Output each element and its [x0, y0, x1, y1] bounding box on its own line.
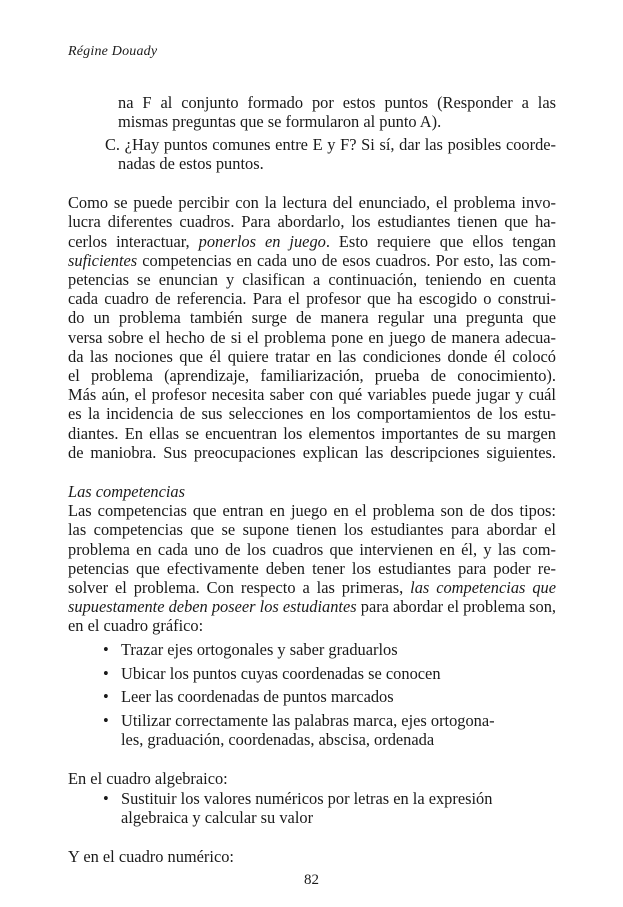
bullet-item: [103, 640, 556, 659]
text-line: petencias que efectivamente deben tener los estudiantes para poder re-: [68, 559, 556, 578]
italic-phrase: ponerlos en juego: [198, 232, 326, 251]
italic-phrase: las competencias que: [410, 578, 556, 597]
text-line: [68, 251, 556, 270]
text-run: cerlos interactuar,: [68, 232, 199, 251]
text-run: solver el problema. Con respecto a las primeras,: [68, 578, 411, 597]
text-line: lucra diferentes cuadros. Para abordarlo, los estudiantes tienen que ha-: [68, 212, 556, 231]
text-line: las competencias que se supone tienen los estudiantes para abordar el: [68, 520, 556, 539]
bullet-item: [103, 687, 556, 706]
text-line: Las competencias que entran en juego en el problema son de dos tipos:: [68, 501, 556, 520]
text-line: diantes. En ellas se encuentran los elementos importantes de su margen: [68, 424, 556, 443]
text-line: en el cuadro gráfico:: [68, 616, 204, 635]
running-header: Régine Douady: [68, 44, 158, 59]
bullet-text: Trazar ejes ortogonales y saber graduarlos: [121, 640, 398, 659]
bullet-item: [103, 711, 556, 730]
text-line: Como se puede percibir con la lectura del enunciado, el problema invo-: [68, 193, 556, 212]
text-line: C. ¿Hay puntos comunes entre E y F? Si sí, dar las posibles coorde-: [105, 135, 556, 154]
bullet-marker: •: [103, 640, 109, 659]
bullet-continuation: les, graduación, coordenadas, abscisa, ordenada: [121, 730, 435, 749]
text-line: de maniobra. Sus preocupaciones explican las descripciones siguientes.: [68, 443, 556, 462]
bullet-item: [103, 789, 556, 808]
bullet-text: Sustituir los valores numéricos por letras en la expresión: [121, 789, 493, 808]
section-heading: Las competencias: [68, 482, 185, 501]
text-line: do un problema también surge de manera regular una pregunta que: [68, 308, 556, 327]
text-line: da las nociones que él quiere tratar en las condiciones donde él colocó: [68, 347, 556, 366]
text-line: [68, 578, 556, 597]
text-line: nadas de estos puntos.: [118, 154, 264, 173]
text-run: competencias en cada uno de esos cuadros. Por esto, las com-: [137, 251, 556, 270]
bullet-text: Ubicar los puntos cuyas coordenadas se conocen: [121, 664, 441, 683]
text-line: es la incidencia de sus selecciones en los comportamientos de los estu-: [68, 404, 556, 423]
italic-word: suficientes: [68, 251, 138, 270]
text-line: cada cuadro de referencia. Para el profesor que ha escogido o construi-: [68, 289, 556, 308]
text-line: Y en el cuadro numérico:: [68, 847, 234, 866]
page-number: 82: [304, 872, 319, 888]
text-line: petencias se enuncian y clasifican a continuación, teniendo en cuenta: [68, 270, 556, 289]
text-line: En el cuadro algebraico:: [68, 769, 228, 788]
bullet-marker: •: [103, 664, 109, 683]
bullet-item: [103, 664, 556, 683]
bullet-text: Leer las coordenadas de puntos marcados: [121, 687, 394, 706]
bullet-marker: •: [103, 687, 109, 706]
bullet-marker: •: [103, 789, 109, 808]
text-line: Más aún, el profesor necesita saber con qué variables puede jugar y cuál: [68, 385, 556, 404]
text-line: [68, 597, 556, 616]
text-line: mismas preguntas que se formularon al punto A).: [118, 112, 442, 131]
text-line: versa sobre el hecho de si el problema pone en juego de manera adecua-: [68, 328, 556, 347]
text-line: problema en cada uno de los cuadros que intervienen en él, y las com-: [68, 540, 556, 559]
text-line: na F al conjunto formado por estos puntos (Responder a las: [118, 93, 556, 112]
text-line: [68, 232, 556, 251]
bullet-text: Utilizar correctamente las palabras marca, ejes ortogona-: [121, 711, 495, 730]
bullet-continuation: algebraica y calcular su valor: [121, 808, 314, 827]
bullet-marker: •: [103, 711, 109, 730]
text-run: para abordar el problema son,: [356, 597, 557, 616]
italic-phrase: supuestamente deben poseer los estudiantes: [68, 597, 357, 616]
text-run: . Esto requiere que ellos tengan: [325, 232, 556, 251]
text-line: el problema (aprendizaje, familiarización, prueba de conocimiento).: [68, 366, 556, 385]
